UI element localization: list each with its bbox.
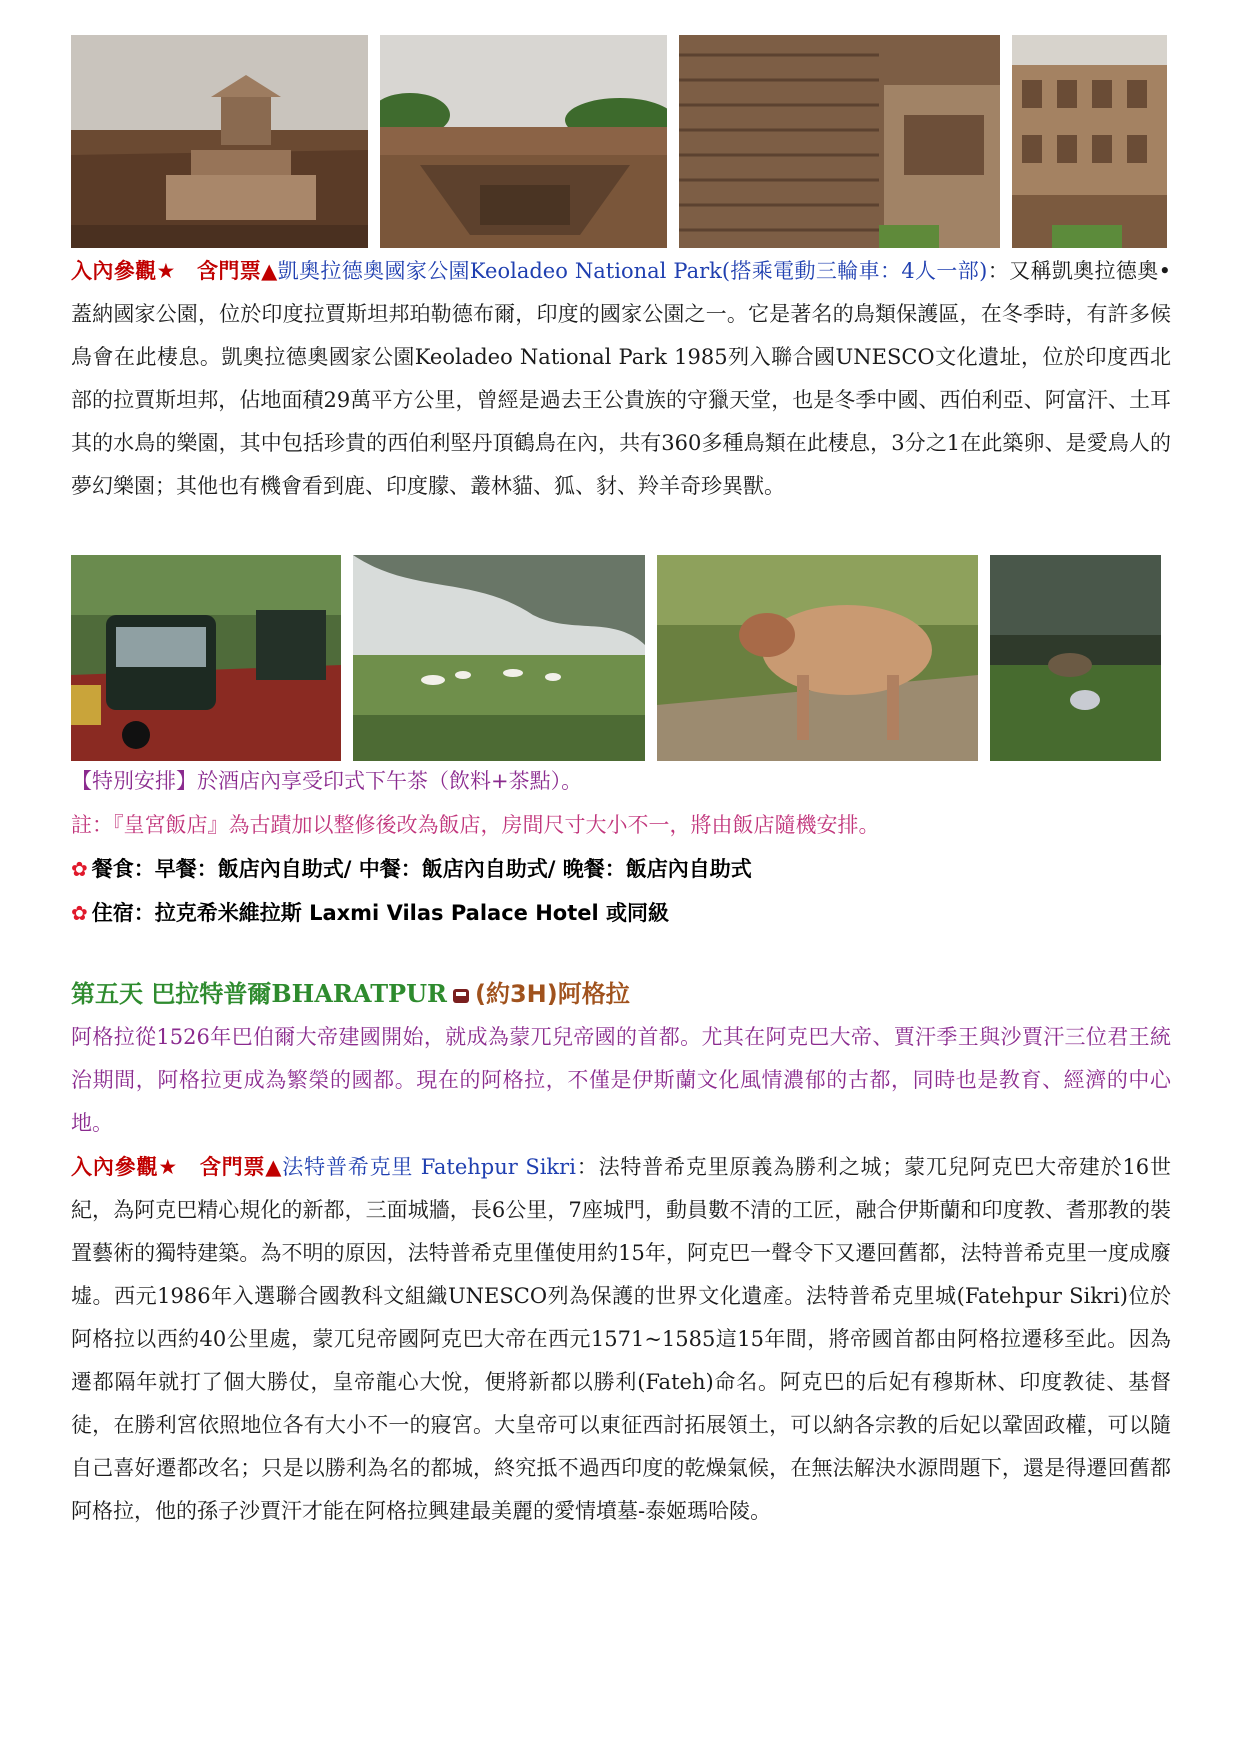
fatehpur-title: 法特普希克里 Fatehpur Sikri: [282, 1155, 576, 1179]
stepwell-photo-1: [71, 35, 368, 248]
stepwell-photo-4: [1012, 35, 1167, 248]
fatehpur-body: ：法特普希克里原義為勝利之城；蒙兀兒阿克巴大帝建於16世紀，為阿克巴精心規化的新都，三面城牆，長6公里，7座城門，動員數不清的工匠，融合伊斯蘭和印度教、耆那教的裝置藝術的獨特建築。為不明的原因，法特普希克里僅使用約15年，阿克巴一聲令下又遷回舊都，法特普希克里一度成廢墟。西元1986年入選聯合國教科文組織UNESCO列為保護的世界文化遺產。法特普希克里城(Fatehpur Sikri)位於阿格拉以西約40公里處，蒙兀兒帝國阿克巴大帝在西元1571~1585這15年間，將帝國首都由阿格拉遷移至此。因為遷都隔年就打了個大勝仗，皇帝龍心大悅，便將新都以勝利(Fateh)命名。阿克巴的后妃有穆斯林、印度教徒、基督徒，在勝利宮依照地位各有大小不一的寢宮。大皇帝可以東征西討拓展領土，可以納各宗教的后妃以鞏固政權，可以隨自己喜好遷都改名；只是以勝利為名的都城，終究抵不過西印度的乾燥氣候，在無法解決水源問題下，還是得遷回舊都阿格拉，他的孫子沙賈汗才能在阿格拉興建最美麗的愛情墳墓-泰姬瑪哈陵。: [71, 1155, 1171, 1523]
day5-intro-section: [71, 1016, 1171, 1145]
notes-section: [71, 759, 1171, 935]
special-arrangement: 【特別安排】於酒店內享受印式下午茶（飲料+茶點）。: [71, 769, 583, 793]
flower-icon: ✿: [71, 857, 88, 881]
visit-tag: 入內參觀★: [71, 259, 176, 283]
stepwell-photo-2: [380, 35, 667, 248]
cow-photo: [657, 555, 978, 761]
fatehpur-paragraph: [71, 1146, 1171, 1533]
day5-intro: 阿格拉從1526年巴伯爾大帝建國開始，就成為蒙兀兒帝國的首都。尤其在阿克巴大帝、賈汗季王與沙賈汗三位君王統治期間，阿格拉更成為繁榮的國都。現在的阿格拉，不僅是伊斯蘭文化風情濃郁的古都，同時也是教育、經濟的中心地。: [71, 1025, 1171, 1135]
tuk-tuk-photo: [71, 555, 341, 761]
stepwell-photo-row: [71, 35, 1167, 248]
lodging-text: 住宿：拉克希米維拉斯 Laxmi Vilas Palace Hotel 或同級: [91, 901, 669, 925]
park-photo-row: [71, 555, 1161, 761]
keoladeo-section: [71, 250, 1171, 508]
meals-line: [71, 847, 1171, 891]
bus-icon: [453, 989, 469, 1003]
hotel-remark: 註：『皇宮飯店』為古蹟加以整修後改為飯店，房間尺寸大小不一，將由飯店隨機安排。: [71, 813, 880, 837]
ticket-tag: 含門票▲: [197, 259, 278, 283]
visit-tag-2: 入內參觀★: [71, 1155, 178, 1179]
grassland-cattle-photo: [353, 555, 645, 761]
stepwell-photo-3: [679, 35, 1000, 248]
day5-title-b: (約3H)阿格拉: [474, 980, 630, 1008]
meals-text: 餐食：早餐：飯店內自助式/ 中餐：飯店內自助式/ 晚餐：飯店內自助式: [91, 857, 752, 881]
ticket-tag-2: 含門票▲: [199, 1155, 283, 1179]
deer-photo: [990, 555, 1161, 761]
day5-title-a: 第五天 巴拉特普爾BHARATPUR: [71, 979, 447, 1008]
keoladeo-paragraph: [71, 250, 1171, 508]
day5-heading: [71, 972, 1171, 1016]
fatehpur-section: [71, 1146, 1171, 1533]
keoladeo-body: ：又稱凱奧拉德奧•蓋納國家公園，位於印度拉賈斯坦邦珀勒德布爾，印度的國家公園之一。它是著名的鳥類保護區，在冬季時，有許多候鳥會在此棲息。凱奧拉德奧國家公園Keoladeo National Park 1985列入聯合國UNESCO文化遺址，位於印度西北部的拉賈斯坦邦，佔地面積29萬平方公里，曾經是過去王公貴族的守獵天堂，也是冬季中國、西伯利亞、阿富汗、土耳其的水鳥的樂園，其中包括珍貴的西伯利堅丹頂鶴鳥在內，共有360多種鳥類在此棲息，3分之1在此築卵、是愛鳥人的夢幻樂園；其他也有機會看到鹿、印度朦、叢林貓、狐、豺、羚羊奇珍異獸。: [71, 259, 1172, 498]
flower-icon: ✿: [71, 901, 88, 925]
keoladeo-title: 凱奧拉德奧國家公園Keoladeo National Park(搭乘電動三輪車：4人一部): [277, 259, 988, 283]
lodging-line: [71, 891, 1171, 935]
